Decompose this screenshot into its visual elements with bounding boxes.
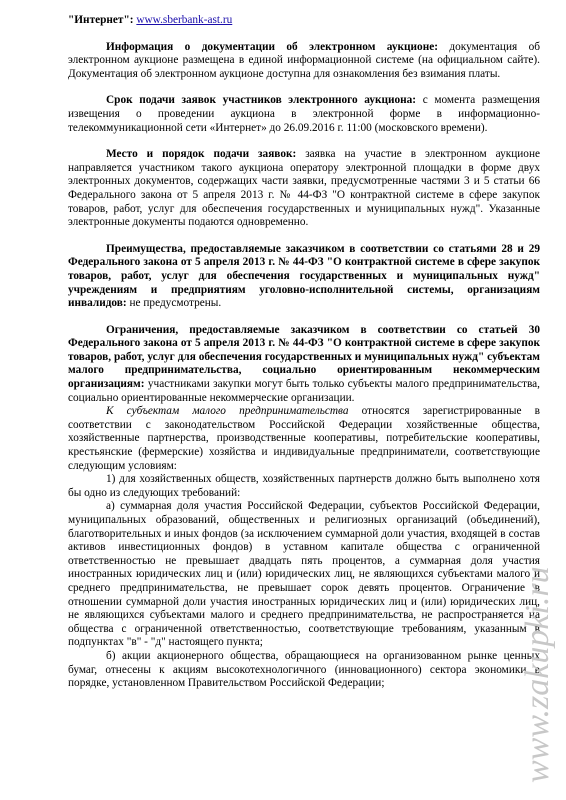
item-a-paragraph: а) суммарная доля участия Российской Федерации, субъектов Российской Федерации, муниципальных образований, общественных и религиозных организаций (объединений), благотворительных и иных фондов (за исключением суммарной доли участия, входящей в состав активов инвестиционных фондов) в уставном капитале общества с ограниченной ответственностью не превышает двадцать пять процентов, а суммарная доля участия иностранных юридических лиц и (или) юридических лиц, не являющихся субъектами малого и среднего предпринимательства, не превышает сорок девять процентов. Ограничение в отношении суммарной доли участия иностранных юридических лиц и (или) юридических лиц, не являющихся субъектами малого и среднего предпринимательства, не распространяется на общества с ограниченной ответственностью, соответствующие требованиям, указанным в подпунктах "в" - "д" настоящего пункта; <box>68 500 540 649</box>
documentation-heading: Информация о документации об электронном аукционе: <box>106 40 438 53</box>
restrictions-paragraph <box>68 324 540 406</box>
document-page <box>68 14 540 691</box>
restrictions-text: участниками закупки могут быть только субъекты малого предпринимательства, социально ориентированные некоммерческие организации. <box>68 378 540 404</box>
place-paragraph <box>68 148 540 230</box>
advantages-paragraph <box>68 243 540 311</box>
item-b-paragraph: б) акции акционерного общества, обращающиеся на организованном рынке ценных бумаг, отнесены к акциям высокотехнологичного (инновационного) сектора экономики в порядке, установленном Правительством Российской Федерации; <box>68 649 540 690</box>
place-text: заявка на участие в электронном аукционе направляется участником такого аукциона оператору электронной площадки в форме двух электронных документов, содержащих части заявки, предусмотренные частями 3 и 5 статьи 66 Федерального закона от 5 апреля 2013 г. № 44-ФЗ "О контрактной системе в сфере закупок товаров, работ, услуг для обеспечения государственных и муниципальных нужд". Указанные электронные документы подаются одновременно. <box>68 148 541 229</box>
advantages-heading: Преимущества, предоставляемые заказчиком в соответствии со статьями 28 и 29 Федерального закона от 5 апреля 2013 г. № 44-ФЗ "О контрактной системе в сфере закупок товаров, работ, услуг для обеспечения государственных и муниципальных нужд" учреждениям и предприятиям уголовно-исполнительной системы, организациям инвалидов: <box>68 242 540 310</box>
deadline-paragraph <box>68 94 540 135</box>
item-1-paragraph: 1) для хозяйственных обществ, хозяйственных партнерств должно быть выполнено хотя бы одно из следующих требований: <box>68 473 540 499</box>
internet-label: "Интернет": <box>68 14 134 26</box>
internet-link[interactable]: www.sberbank-ast.ru <box>136 14 233 26</box>
small-business-text: относятся зарегистрированные в соответствии с законодательством Российской Федерации хозяйственные общества, хозяйственные партнерства, производственные кооперативы, потребительские кооперативы, крестьянские (фермерские) хозяйства и индивидуальные предприниматели, соответствующие следующим условиям: <box>68 405 540 472</box>
deadline-text: с момента размещения извещения о проведении аукциона в электронной форме в информационно-телекоммуникационной сети «Интернет» до 26.09.2016 г. 11:00 (московского времени). <box>68 94 540 134</box>
watermark <box>520 455 556 785</box>
documentation-paragraph <box>68 41 540 82</box>
internet-line <box>68 14 540 28</box>
small-business-paragraph <box>68 405 540 473</box>
documentation-text: документация об электронном аукционе размещена в единой информационной системе (на официальном сайте). Документация об электронном аукционе доступна для ознакомления без взимания платы. <box>68 40 540 80</box>
small-business-italic: К субъектам малого предпринимательства <box>106 405 349 418</box>
advantages-text: не предусмотрены. <box>126 297 222 310</box>
watermark-text: www.zakupki.ru <box>520 566 556 783</box>
deadline-heading: Срок подачи заявок участников электронного аукциона: <box>106 94 417 107</box>
restrictions-heading: Ограничения, предоставляемые заказчиком в соответствии со статьей 30 Федерального закона от 5 апреля 2013 г. № 44-ФЗ "О контрактной системе в сфере закупок товаров, работ, услуг для обеспечения государственных и муниципальных нужд" субъектам малого предпринимательства, социально ориентированным некоммерческим организациям: <box>68 323 540 391</box>
place-heading: Место и порядок подачи заявок: <box>106 148 297 161</box>
